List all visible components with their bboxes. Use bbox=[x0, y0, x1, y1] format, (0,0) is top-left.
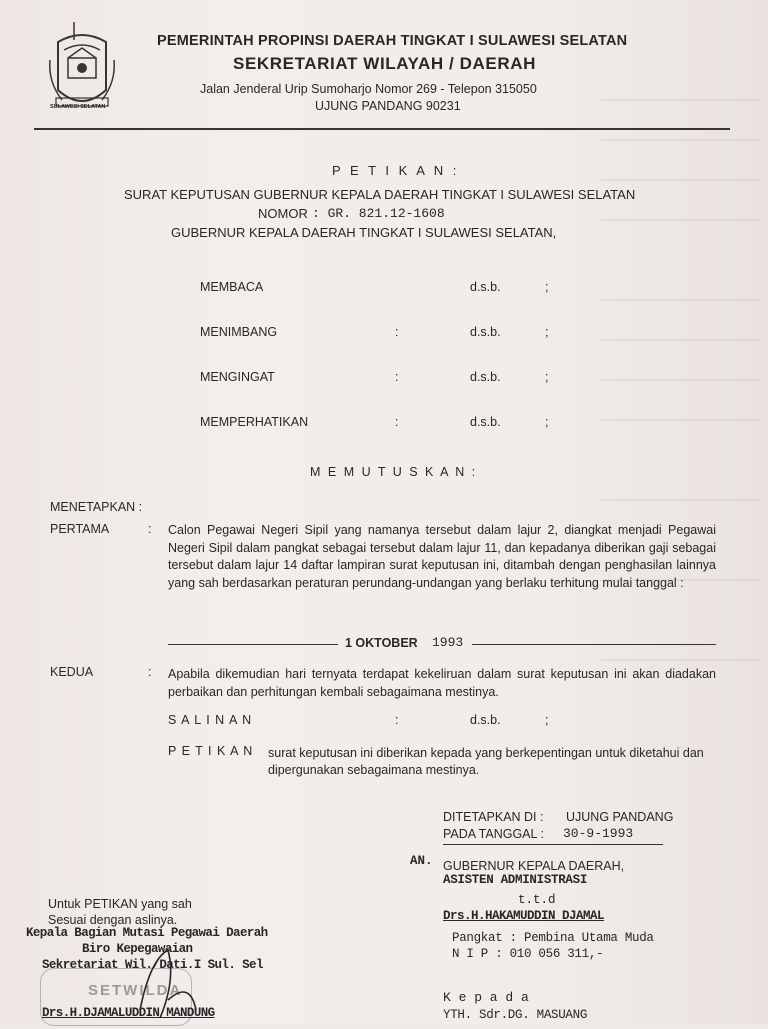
kepada-label: K e p a d a bbox=[443, 990, 529, 1005]
certification-office: Biro Kepegawaian bbox=[82, 942, 193, 956]
pertama-colon: : bbox=[148, 522, 152, 536]
pertama-text: Calon Pegawai Negeri Sipil yang namanya tersebut dalam lajur 2, diangkat menjadi Pegawai Negeri Sipil dalam pangkat sebagai tersebut dalam lajur 11, dan kepadanya diberikan gaji sebagai tersebut dalam lajur 14 daftar lampiran surat keputusan ini, ditambah dengan penghasilan lainnya yang sah berdasarkan peraturan perundang-undangan yang berlaku terhitung mulai tanggal : bbox=[168, 523, 716, 590]
petikan-clause-label: P E T I K A N bbox=[168, 744, 254, 758]
effective-date: 1 OKTOBER bbox=[345, 636, 418, 650]
consideration-semicolon: ; bbox=[545, 325, 549, 339]
kedua-colon: : bbox=[148, 665, 152, 679]
consideration-semicolon: ; bbox=[545, 415, 549, 429]
stamp-text: SETWILDA bbox=[88, 982, 183, 999]
consideration-dsb: d.s.b. bbox=[470, 325, 501, 339]
emblem-caption: SULAWESI SELATAN bbox=[50, 104, 106, 110]
consideration-semicolon: ; bbox=[545, 370, 549, 384]
recipient-line: YTH. Sdr.DG. MASUANG bbox=[443, 1008, 588, 1022]
consideration-semicolon: ; bbox=[545, 280, 549, 294]
pada-tanggal-label: PADA TANGGAL : bbox=[443, 827, 544, 841]
salinan-label: S A L I N A N bbox=[168, 713, 253, 727]
consideration-dsb: d.s.b. bbox=[470, 370, 501, 384]
signature-divider bbox=[443, 844, 663, 845]
consideration-label: MEMBACA bbox=[200, 280, 264, 294]
provincial-emblem-icon bbox=[44, 20, 120, 116]
show-through-lines bbox=[600, 40, 760, 740]
atas-nama: AN. bbox=[410, 854, 433, 868]
consideration-dsb: d.s.b. bbox=[470, 280, 501, 294]
governor-line: GUBERNUR KEPALA DAERAH TINGKAT I SULAWESI SELATAN, bbox=[171, 225, 557, 240]
salinan-semicolon: ; bbox=[545, 713, 549, 727]
ttd: t.t.d bbox=[518, 893, 556, 907]
salinan-colon: : bbox=[395, 713, 399, 727]
certification-office: Kepala Bagian Mutasi Pegawai Daerah bbox=[26, 926, 268, 940]
certification-line: Untuk PETIKAN yang sah bbox=[48, 897, 192, 911]
consideration-colon: : bbox=[395, 370, 399, 384]
letterhead-office: SEKRETARIAT WILAYAH / DAERAH bbox=[233, 54, 536, 73]
date-rule bbox=[168, 644, 338, 645]
pada-tanggal-value: 30-9-1993 bbox=[563, 826, 634, 841]
pertama-label: PERTAMA bbox=[50, 522, 110, 536]
signer-rank: Pangkat : Pembina Utama Muda bbox=[452, 931, 654, 945]
petikan-heading: P E T I K A N : bbox=[332, 163, 460, 178]
consideration-colon: : bbox=[395, 415, 399, 429]
consideration-dsb: d.s.b. bbox=[470, 415, 501, 429]
certification-office: Sekretariat Wil./Dati.I Sul. Sel bbox=[42, 958, 263, 972]
salinan-dsb: d.s.b. bbox=[470, 713, 501, 727]
effective-year: 1993 bbox=[432, 635, 464, 650]
kedua-label: KEDUA bbox=[50, 665, 94, 679]
letterhead-address: Jalan Jenderal Urip Sumoharjo Nomor 269 - Telepon 315050 bbox=[200, 82, 537, 96]
consideration-label: MEMPERHATIKAN bbox=[200, 415, 309, 429]
decree-title: SURAT KEPUTUSAN GUBERNUR KEPALA DAERAH TINGKAT I SULAWESI SELATAN bbox=[124, 187, 636, 202]
signer-nip: N I P : 010 056 311,- bbox=[452, 947, 604, 961]
consideration-label: MENIMBANG bbox=[200, 325, 278, 339]
consideration-colon: : bbox=[395, 325, 399, 339]
certification-line: Sesuai dengan aslinya. bbox=[48, 913, 178, 927]
memutuskan-heading: M E M U T U S K A N : bbox=[310, 465, 478, 479]
menetapkan-label: MENETAPKAN : bbox=[50, 500, 143, 514]
ditetapkan-label: DITETAPKAN DI : bbox=[443, 810, 544, 824]
signer-assistant: ASISTEN ADMINISTRASI bbox=[443, 873, 588, 887]
date-rule bbox=[472, 644, 716, 645]
ditetapkan-value: UJUNG PANDANG bbox=[566, 810, 674, 824]
signer-name: Drs.H.HAKAMUDDIN DJAMAL bbox=[443, 909, 605, 923]
letterhead-city: UJUNG PANDANG 90231 bbox=[315, 99, 461, 113]
certifier-name: Drs.H.DJAMALUDDIN MANDUNG bbox=[42, 1006, 215, 1020]
nomor-value: : GR. 821.12-1608 bbox=[312, 206, 445, 221]
consideration-label: MENGINGAT bbox=[200, 370, 275, 384]
nomor-label: NOMOR bbox=[258, 206, 308, 221]
letterhead-government: PEMERINTAH PROPINSI DAERAH TINGKAT I SULAWESI SELATAN bbox=[157, 33, 628, 49]
kedua-text: Apabila dikemudian hari ternyata terdapat kekeliruan dalam surat keputusan ini akan diadakan perbaikan dan perhitungan kembali sebagaimana mestinya. bbox=[168, 667, 716, 699]
petikan-clause-text: surat keputusan ini diberikan kepada yang berkepentingan untuk diketahui dan dipergunakan sebagaimana mestinya. bbox=[268, 746, 704, 777]
signer-title: GUBERNUR KEPALA DAERAH, bbox=[443, 859, 625, 873]
